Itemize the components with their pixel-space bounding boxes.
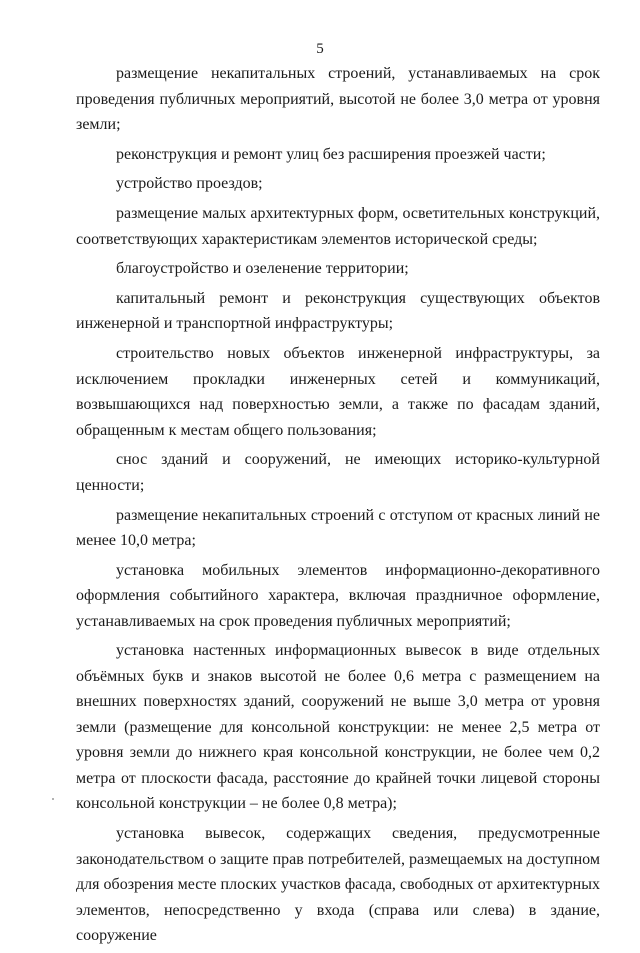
paragraph: установка мобильных элементов информационно-декоративного оформления событийного характера, включая праздничное оформление, устанавливаемых на срок проведения публичных мероприятий;: [76, 561, 600, 630]
paragraph: благоустройство и озеленение территории;: [116, 260, 409, 278]
paragraph: устройство проездов;: [116, 175, 263, 193]
document-body: [76, 61, 600, 953]
scan-speck: [52, 798, 54, 800]
paragraph: капитальный ремонт и реконструкция существующих объектов инженерной и транспортной инфраструктуры;: [76, 289, 600, 333]
paragraph: реконструкция и ремонт улиц без расширения проезжей части;: [116, 145, 546, 163]
paragraph: строительство новых объектов инженерной инфраструктуры, за исключением прокладки инженерных сетей и коммуникаций, возвышающихся над поверхностью земли, а также по фасадам зданий, обращенным к местам общего пользования;: [76, 345, 600, 439]
page-number: 5: [316, 41, 324, 57]
paragraph: размещение некапитальных строений с отступом от красных линий не менее 10,0 метра;: [76, 506, 600, 549]
paragraph: установка вывесок, содержащих сведения, предусмотренные законодательством о защите прав потребителей, размещаемых на доступном для обозрения месте плоских участков фасада, свободных от архитектурных элементов, непосредственно у входа (справа или слева) в здание, сооружение: [76, 825, 600, 945]
paragraph: установка настенных информационных вывесок в виде отдельных объёмных букв и знаков высотой не более 0,6 метра с размещением на внешних поверхностях зданий, сооружений не выше 3,0 метра от уровня земли (размещение для консольной конструкции: не менее 2,5 метра от уровня земли до нижнего края консольной конструкции, не более чем 0,2 метра от плоскости фасада, расстояние до крайней точки лицевой стороны консольной конструкции – не более 0,8 метра);: [76, 642, 600, 813]
paragraph: размещение малых архитектурных форм, осветительных конструкций, соответствующих характеристикам элементов исторической среды;: [76, 205, 600, 248]
paragraph: снос зданий и сооружений, не имеющих историко-культурной ценности;: [76, 451, 600, 494]
paragraph: размещение некапитальных строений, устанавливаемых на срок проведения публичных мероприятий, высотой не более 3,0 метра от уровня земли;: [76, 65, 600, 133]
